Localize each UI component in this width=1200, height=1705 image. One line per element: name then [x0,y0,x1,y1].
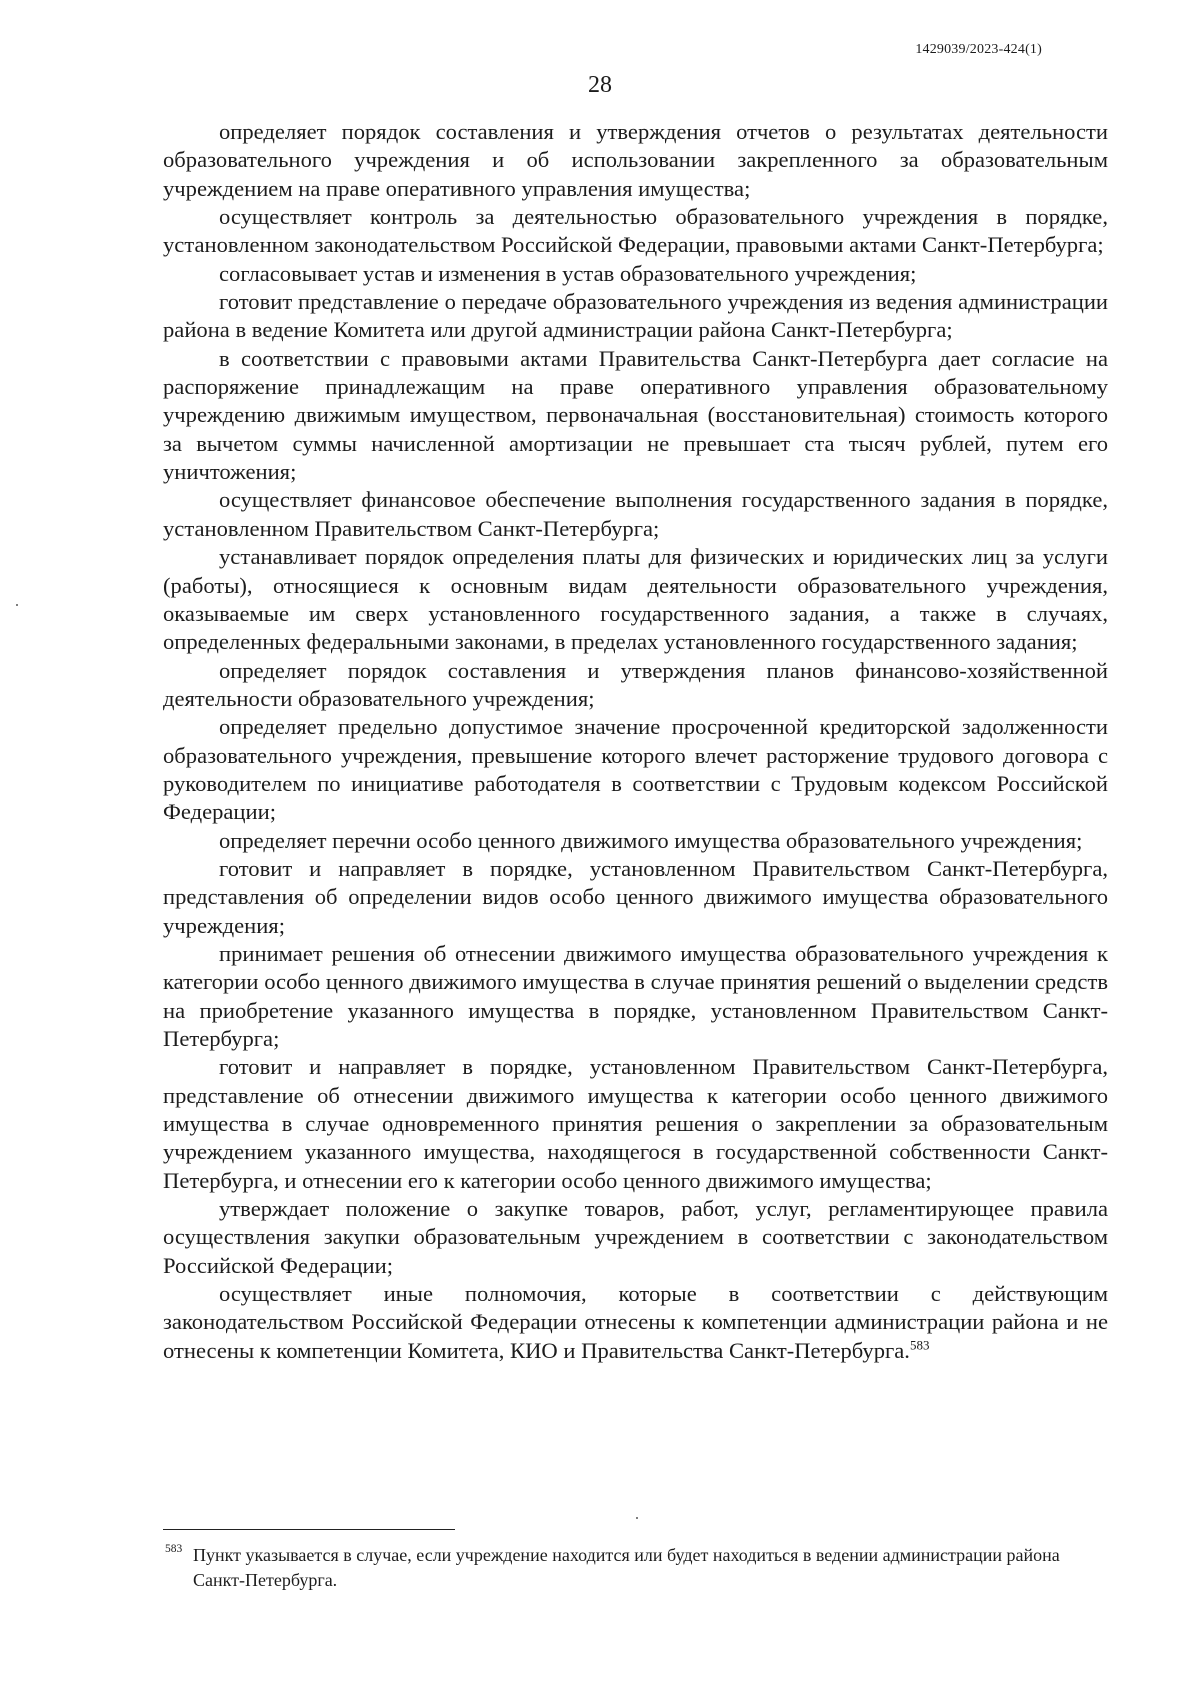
footnote-reference[interactable]: 583 [909,1337,930,1353]
document-number: 1429039/2023-424(1) [915,42,1042,57]
paragraph: устанавливает порядок определения платы для физических и юридических лиц за услуги (работы), относящиеся к основным видам деятельности образовательного учреждения, оказываемые им сверх установленного государственного задания, а также в случаях, определенных федеральными законами, в пределах установленного государственного задания; [163,544,1108,655]
paragraph: осуществляет контроль за деятельностью образовательного учреждения в порядке, установленном законодательством Российской Федерации, правовыми актами Санкт-Петербурга; [163,204,1108,258]
body-text [163,118,1108,1365]
paragraph: определяет порядок составления и утверждения планов финансово-хозяйственной деятельности образовательного учреждения; [163,657,1108,711]
paragraph: осуществляет финансовое обеспечение выполнения государственного задания в порядке, установленном Правительством Санкт-Петербурга; [163,487,1108,541]
paragraph: утверждает положение о закупке товаров, работ, услуг, регламентирующее правила осуществления закупки образовательным учреждением в соответствии с законодательством Российской Федерации; [163,1196,1108,1278]
paragraph: готовит представление о передаче образовательного учреждения из ведения администрации района в ведение Комитета или другой администрации района Санкт-Петербурга; [163,289,1108,343]
paragraph: принимает решения об отнесении движимого имущества образовательного учреждения к категории особо ценного движимого имущества в случае принятия решений о выделении средств на приобретение указанного имущества в порядке, установленном Правительством Санкт-Петербурга; [163,940,1108,1051]
footnote-text: Пункт указывается в случае, если учреждение находится или будет находиться в ведении администрации района Санкт-Петербурга. [193,1545,1060,1590]
paragraph: готовит и направляет в порядке, установленном Правительством Санкт-Петербурга, представление об отнесении движимого имущества к категории особо ценного движимого имущества в случае одновременного принятия решения о закреплении за образовательным учреждением указанного имущества, находящегося в государственной собственности Санкт-Петербурга, и отнесении его к категории особо ценного движимого имущества; [163,1054,1108,1193]
paragraph-text: осуществляет иные полномочия, которые в соответствии с действующим законодательством Российской Федерации отнесены к компетенции администрации района и не отнесены к компетенции Комитета, КИО и Правительства Санкт-Петербурга. [163,1281,1108,1363]
footnote-mark: 583 [165,1543,183,1555]
paragraph-last [163,1280,1108,1365]
paragraph: готовит и направляет в порядке, установленном Правительством Санкт-Петербурга, представления об определении видов особо ценного движимого имущества образовательного учреждения; [163,855,1108,938]
paragraph: определяет порядок составления и утверждения отчетов о результатах деятельности образовательного учреждения и об использовании закрепленного за образовательным учреждением на праве оперативного управления имущества; [163,119,1108,201]
scan-speck [16,604,18,606]
paragraph: в соответствии с правовыми актами Правительства Санкт-Петербурга дает согласие на распоряжение принадлежащим на праве оперативного управления образовательному учреждению движимым имуществом, первоначальная (восстановительная) стоимость которого за вычетом суммы начисленной амортизации не превышает ста тысяч рублей, путем его уничтожения; [163,345,1108,485]
scan-speck [636,1517,638,1519]
page-number: 28 [588,72,612,98]
paragraph: согласовывает устав и изменения в устав образовательного учреждения; [219,260,917,286]
footnote-divider [163,1529,455,1530]
paragraph: определяет предельно допустимое значение просроченной кредиторской задолженности образовательного учреждения, превышение которого влечет расторжение трудового договора с руководителем по инициативе работодателя в соответствии с Трудовым кодексом Российской Федерации; [163,714,1108,825]
paragraph: определяет перечни особо ценного движимого имущества образовательного учреждения; [219,827,1083,853]
footnote [163,1543,1108,1593]
